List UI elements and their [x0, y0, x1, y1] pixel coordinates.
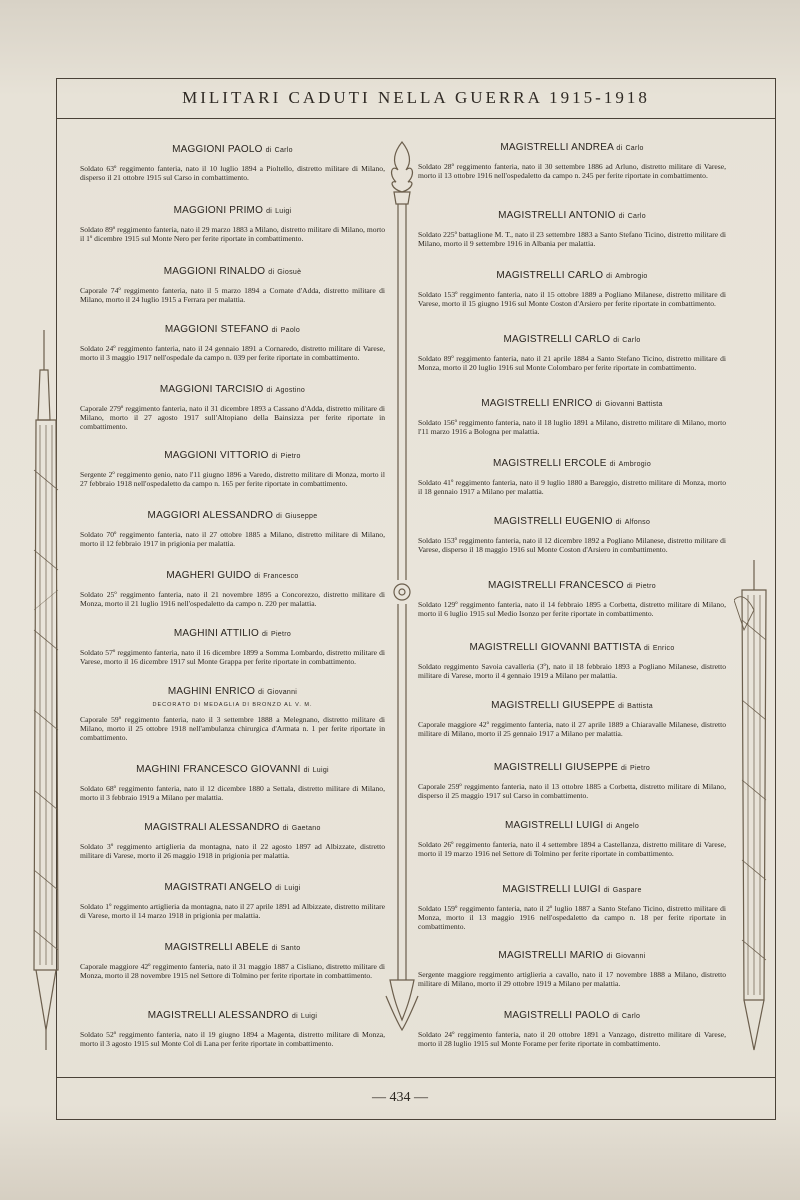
entry-text: Soldato 159º reggimento fanteria, nato il 2º luglio 1887 a Santo Stefano Ticino, distretto militare di Monza, morto il 13 maggio 1916 nell'ospedaletto da campo n. 18 per ferite riportate in combattimento.: [418, 904, 726, 931]
entry-magistrelli-carlo-ambrogio: [418, 270, 726, 308]
entry-text: Soldato 26º reggimento fanteria, nato il 4 settembre 1894 a Castellanza, distretto militare di Varese, morto il 19 marzo 1916 nel Settore di Tolmino per ferite riportate in combattimento.: [418, 840, 726, 858]
entry-name: MAGISTRELLI LUIGI di Angelo: [504, 820, 640, 831]
entry-name: MAGISTRELLI PAOLO di Carlo: [503, 1010, 641, 1021]
entry-text: Soldato 153º reggimento fanteria, nato il 15 ottobre 1889 a Pogliano Milanese, distretto militare di Varese, morto il 15 giugno 1916 sul Monte Coston d'Arsiero per ferite riportate in combattimento.: [418, 290, 726, 308]
entry-text: Soldato 24º reggimento fanteria, nato il 24 gennaio 1891 a Cornaredo, distretto militare di Varese, morto il 3 maggio 1917 nell'ospedale da campo n. 039 per ferite riportate in combattimento.: [80, 344, 385, 362]
entry-text: Caporale 74º reggimento fanteria, nato il 5 marzo 1894 a Cornate d'Adda, distretto militare di Milano, morto il 24 luglio 1915 a Ferrara per malattia.: [80, 286, 385, 304]
entry-name: MAGGIONI PAOLO di Carlo: [172, 144, 293, 155]
entry-magheri-guido: [80, 570, 385, 608]
entry-text: Soldato 57º reggimento fanteria, nato il 16 dicembre 1899 a Somma Lombardo, distretto militare di Varese, morto il 16 dicembre 1917 sul Monte Grappa per ferite riportate in combattimento.: [80, 648, 385, 666]
entry-name: MAGISTRELLI ANDREA di Carlo: [500, 142, 644, 153]
entry-name: MAGGIORI ALESSANDRO di Giuseppe: [147, 510, 318, 521]
entry-text: Soldato 70º reggimento fanteria, nato il 27 ottobre 1885 a Milano, distretto militare di Milano, morto il 12 febbraio 1917 in prigionia per malattia.: [80, 530, 385, 548]
entry-text: Soldato 63º reggimento fanteria, nato il 10 luglio 1894 a Pioltello, distretto militare di Milano, disperso il 21 ottobre 1915 sul Carso in combattimento.: [80, 164, 385, 182]
entry-name: MAGGIONI STEFANO di Paolo: [164, 324, 301, 335]
entry-magistrelli-carlo-carlo: [418, 334, 726, 372]
entry-magistrelli-andrea: [418, 142, 726, 180]
title-rule: [56, 118, 776, 119]
entry-name: MAGISTRELLI ENRICO di Giovanni Battista: [481, 398, 663, 409]
entry-text: Soldato 153º reggimento fanteria, nato il 12 dicembre 1892 a Pogliano Milanese, distretto militare di Varese, disperso il 18 maggio 1916 sul Monte Coston d'Arsiero in combattimento.: [418, 536, 726, 554]
bottom-rule: [56, 1077, 776, 1078]
entry-name: MAGISTRELLI EUGENIO di Alfonso: [493, 516, 651, 527]
entry-maghini-attilio: [80, 628, 385, 666]
entry-magistrelli-abele: [80, 942, 385, 980]
entry-magistrelli-enrico: [418, 398, 726, 436]
entry-text: Soldato reggimento Savoia cavalleria (3º), nato il 18 febbraio 1893 a Pogliano Milanese, distretto militare di Varese, morto il 4 gennaio 1919 a Milano per malattia.: [418, 662, 726, 680]
entry-magistrelli-mario: [418, 950, 726, 988]
entry-text: Caporale 59º reggimento fanteria, nato il 3 settembre 1888 a Melegnano, distretto militare di Milano, morto il 25 ottobre 1918 nell'ambulanza chirurgica d'Armata n. 1 per ferite riportate in combattimento.: [80, 715, 385, 742]
entry-name: MAGISTRELLI GIUSEPPE di Battista: [491, 700, 653, 711]
center-torch-column-ornament: [382, 140, 422, 1040]
entry-text: Soldato 25º reggimento fanteria, nato il 21 novembre 1895 a Concorezzo, distretto militare di Monza, morto il 21 luglio 1916 nell'ospedaletto da campo n. 220 per malattia.: [80, 590, 385, 608]
entry-magistrelli-giovanni-battista: [418, 642, 726, 680]
entry-text: Soldato 89º reggimento fanteria, nato il 29 marzo 1883 a Milano, distretto militare di Milano, morto il 1º dicembre 1915 sul Monte Nero per ferite riportate in combattimento.: [80, 225, 385, 243]
entry-name: MAGISTRELLI ALESSANDRO di Luigi: [147, 1010, 318, 1021]
entry-maggioni-rinaldo: [80, 266, 385, 304]
entry-name: MAGISTRALI ALESSANDRO di Gaetano: [144, 822, 321, 833]
entry-maghini-enrico: [80, 686, 385, 742]
entry-name: MAGHERI GUIDO di Francesco: [166, 570, 299, 581]
entry-text: Caporale maggiore 42º reggimento fanteria, nato il 31 maggio 1887 a Cisliano, distretto militare di Monza, morto il 28 novembre 1915 nel Settore di Tolmino per ferite riportate in combattimento.: [80, 962, 385, 980]
entry-decoration: DECORATO DI MEDAGLIA DI BRONZO AL V. M.: [152, 702, 313, 708]
entry-magistrelli-luigi-gaspare: [418, 884, 726, 931]
entry-magistrelli-giuseppe-pietro: [418, 762, 726, 800]
entry-name: MAGHINI ATTILIO di Pietro: [173, 628, 292, 639]
entry-name: MAGGIONI RINALDO di Giosuè: [163, 266, 302, 277]
entry-maggioni-tarcisio: [80, 384, 385, 431]
entry-magistrelli-francesco: [418, 580, 726, 618]
entry-text: Soldato 3º reggimento artiglieria da montagna, nato il 22 agosto 1897 ad Albizzate, distretto militare di Varese, morto il 26 maggio 1918 in prigionia per malattia.: [80, 842, 385, 860]
entry-name: MAGHINI ENRICO di Giovanni: [167, 686, 298, 697]
entry-magistrelli-eugenio: [418, 516, 726, 554]
entry-maggioni-paolo: [80, 144, 385, 182]
entry-magistrali-alessandro: [80, 822, 385, 860]
entry-text: Caporale 279º reggimento fanteria, nato il 31 dicembre 1893 a Cassano d'Adda, distretto militare di Milano, morto il 27 agosto 1917 sull'Altopiano della Bainsizza per ferite riportate in combattimento.: [80, 404, 385, 431]
entry-maggioni-vittorio: [80, 450, 385, 488]
entry-name: MAGISTRELLI FRANCESCO di Pietro: [487, 580, 656, 591]
entry-text: Soldato 156º reggimento fanteria, nato il 18 luglio 1891 a Milano, distretto militare di Milano, morto l'11 marzo 1916 a Bologna per malattia.: [418, 418, 726, 436]
entry-name: MAGISTRATI ANGELO di Luigi: [164, 882, 301, 893]
entry-text: Soldato 41º reggimento fanteria, nato il 9 luglio 1880 a Bareggio, distretto militare di Monza, morto il 18 gennaio 1917 a Milano per malattia.: [418, 478, 726, 496]
entry-magistrelli-antonio: [418, 210, 726, 248]
entry-text: Soldato 24º reggimento fanteria, nato il 20 ottobre 1891 a Vanzago, distretto militare di Varese, morto il 28 luglio 1915 sul Monte Forame per ferite riportate in combattimento.: [418, 1030, 726, 1048]
entry-name: MAGISTRELLI MARIO di Giovanni: [498, 950, 646, 961]
entry-name: MAGGIONI TARCISIO di Agostino: [159, 384, 306, 395]
entry-magistrelli-alessandro: [80, 1010, 385, 1048]
entry-maggioni-primo: [80, 205, 385, 243]
right-fasces-ornament: [734, 560, 774, 1060]
left-fasces-ornament: [26, 330, 66, 1050]
entry-name: MAGISTRELLI ERCOLE di Ambrogio: [492, 458, 652, 469]
entry-name: MAGISTRELLI GIOVANNI BATTISTA di Enrico: [469, 642, 675, 653]
entry-magistrelli-luigi-angelo: [418, 820, 726, 858]
entry-text: Caporale 259º reggimento fanteria, nato il 13 ottobre 1885 a Corbetta, distretto militare di Milano, disperso il 25 maggio 1917 sul Carso in combattimento.: [418, 782, 726, 800]
entry-text: Soldato 89º reggimento fanteria, nato il 21 aprile 1884 a Santo Stefano Ticino, distretto militare di Monza, morto il 20 luglio 1916 sul Monte Colombaro per ferite riportate in combattimento.: [418, 354, 726, 372]
entry-text: Soldato 28º reggimento fanteria, nato il 30 settembre 1886 ad Arluno, distretto militare di Varese, morto il 13 ottobre 1916 nell'ospedaletto da campo n. 245 per ferite riportate in combattimento.: [418, 162, 726, 180]
entry-maggioni-stefano: [80, 324, 385, 362]
entry-maggiori-alessandro: [80, 510, 385, 548]
entry-text: Soldato 129º reggimento fanteria, nato il 14 febbraio 1895 a Corbetta, distretto militare di Milano, morto il 6 luglio 1915 sul Medio Isonzo per ferite riportate in combattimento.: [418, 600, 726, 618]
entry-name: MAGGIONI VITTORIO di Pietro: [164, 450, 301, 461]
entry-magistrelli-giuseppe-battista: [418, 700, 726, 738]
entry-magistrati-angelo: [80, 882, 385, 920]
entry-name: MAGISTRELLI CARLO di Ambrogio: [496, 270, 648, 281]
entry-magistrelli-ercole: [418, 458, 726, 496]
entry-text: Soldato 68º reggimento fanteria, nato il 12 dicembre 1880 a Settala, distretto militare di Milano, morto il 3 febbraio 1919 a Milano per malattia.: [80, 784, 385, 802]
entry-name: MAGISTRELLI ANTONIO di Carlo: [498, 210, 646, 221]
entry-text: Soldato 225º battaglione M. T., nato il 23 settembre 1883 a Santo Stefano Ticino, distretto militare di Milano, morto il 9 settembre 1916 in Albania per malattia.: [418, 230, 726, 248]
entry-text: Sergente 2º reggimento genio, nato l'11 giugno 1896 a Varedo, distretto militare di Monza, morto il 27 febbraio 1918 nell'ospedaletto da campo n. 165 per ferite riportate in combattimento.: [80, 470, 385, 488]
entry-name: MAGHINI FRANCESCO GIOVANNI di Luigi: [136, 764, 329, 775]
entry-text: Caporale maggiore 42º reggimento fanteria, nato il 27 aprile 1889 a Chiaravalle Milanese, distretto militare di Milano, morto il 25 gennaio 1917 a Milano per malattia.: [418, 720, 726, 738]
page-number: — 434 —: [372, 1090, 428, 1105]
page-title: MILITARI CADUTI NELLA GUERRA 1915-1918: [182, 88, 650, 107]
entry-text: Soldato 52º reggimento fanteria, nato il 19 giugno 1894 a Magenta, distretto militare di Monza, morto il 3 agosto 1915 sul Monte Col di Lana per ferite riportate in combattimento.: [80, 1030, 385, 1048]
entry-name: MAGISTRELLI CARLO di Carlo: [503, 334, 641, 345]
entry-name: MAGGIONI PRIMO di Luigi: [173, 205, 292, 216]
entry-magistrelli-paolo: [418, 1010, 726, 1048]
entry-name: MAGISTRELLI GIUSEPPE di Pietro: [493, 762, 651, 773]
entry-name: MAGISTRELLI ABELE di Santo: [164, 942, 301, 953]
entry-name: MAGISTRELLI LUIGI di Gaspare: [502, 884, 642, 895]
entry-text: Soldato 1º reggimento artiglieria da montagna, nato il 27 aprile 1891 ad Albizzate, distretto militare di Varese, morto il 14 marzo 1918 in prigionia per malattia.: [80, 902, 385, 920]
entry-maghini-francesco-giovanni: [80, 764, 385, 802]
entry-text: Sergente maggiore reggimento artiglieria a cavallo, nato il 17 novembre 1888 a Milano, distretto militare di Milano, morto il 29 ottobre 1919 a Milano per malattia.: [418, 970, 726, 988]
